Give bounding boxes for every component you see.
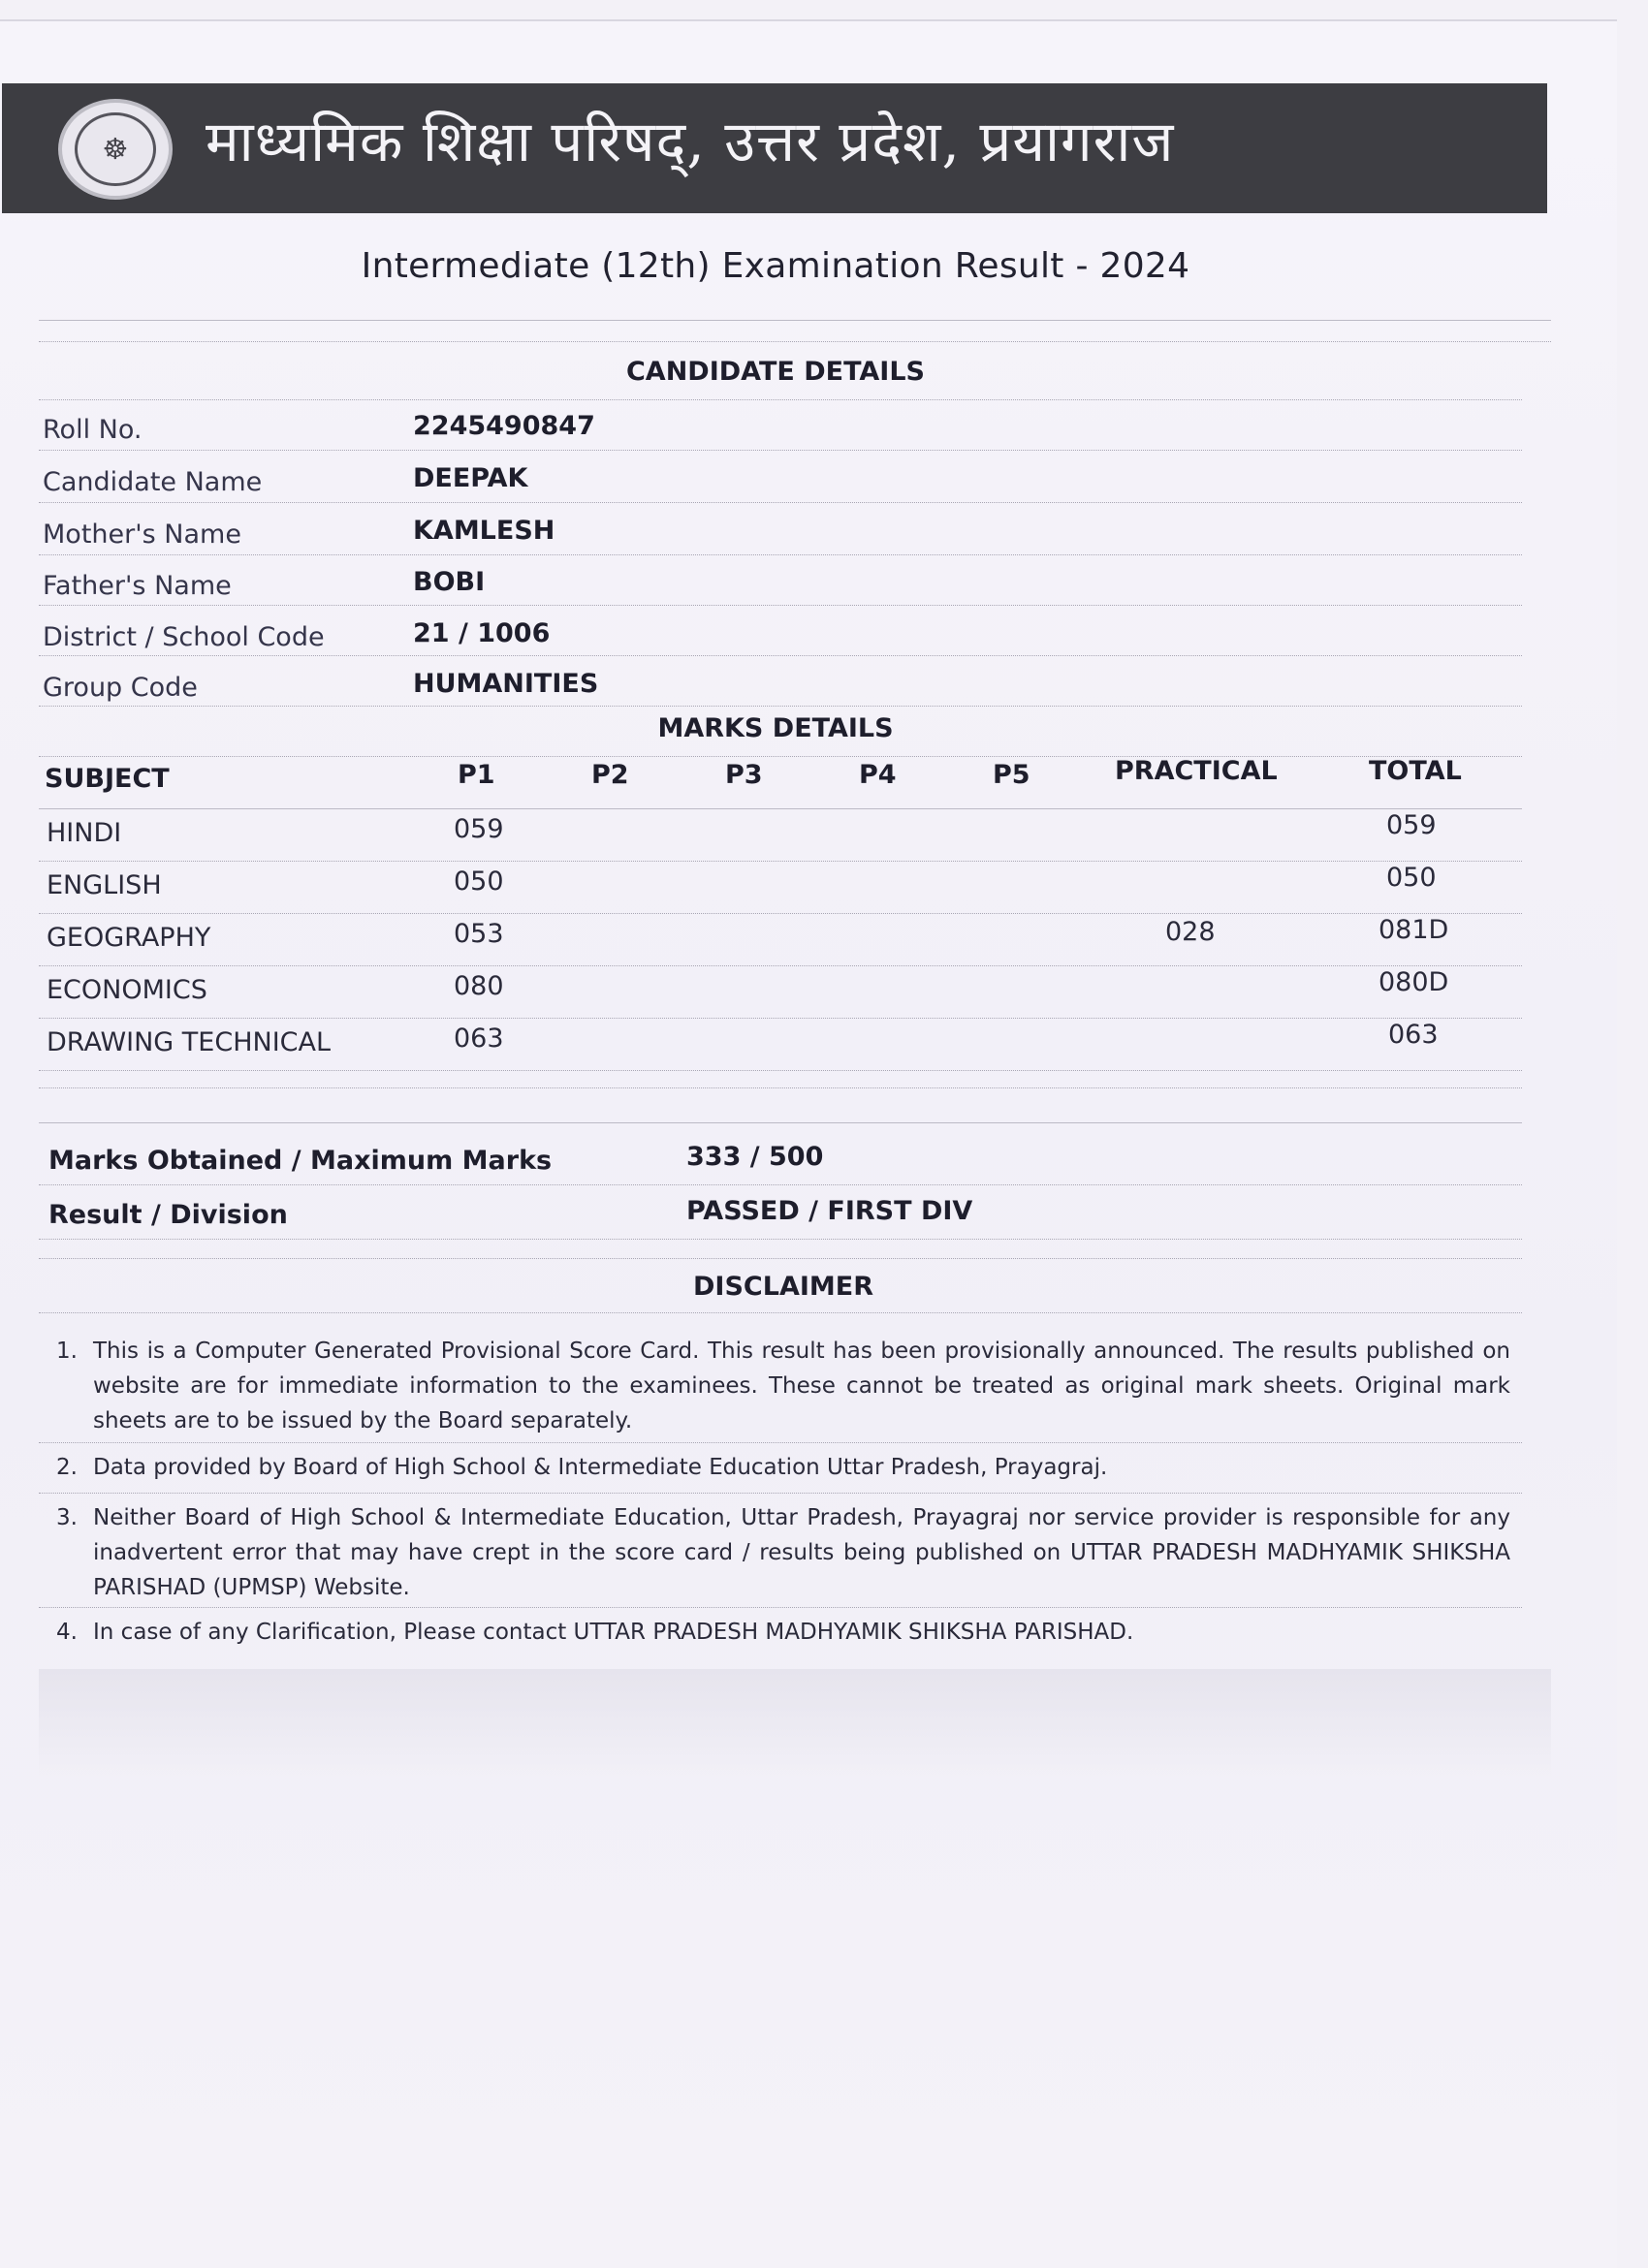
roll-number-value: 2245490847 <box>413 411 595 441</box>
col-p3: P3 <box>725 760 763 790</box>
group-code-label: Group Code <box>43 673 198 703</box>
p1-cell: 063 <box>454 1024 504 1054</box>
col-practical: PRACTICAL <box>1115 756 1278 786</box>
roll-number-label: Roll No. <box>43 415 143 445</box>
col-total: TOTAL <box>1369 756 1462 786</box>
divider <box>39 341 1551 342</box>
divider <box>39 1442 1522 1443</box>
score-card-sheet <box>0 19 1617 2268</box>
candidate-name-label: Candidate Name <box>43 467 263 497</box>
disclaimer-title: DISCLAIMER <box>693 1272 873 1302</box>
divider <box>39 1258 1522 1259</box>
p1-cell: 059 <box>454 814 504 844</box>
disclaimer-number: 3. <box>56 1505 78 1530</box>
col-p1: P1 <box>458 760 495 790</box>
father-name-label: Father's Name <box>43 571 232 601</box>
p1-cell: 050 <box>454 866 504 897</box>
page-fold-shadow <box>39 1669 1551 1776</box>
seal-emblem-icon: ☸ <box>75 112 156 186</box>
divider <box>39 965 1522 966</box>
divider <box>39 1184 1522 1185</box>
disclaimer-number: 4. <box>56 1620 78 1645</box>
roll-number-row <box>37 405 1520 456</box>
board-title: माध्यमिक शिक्षा परिषद्, उत्तर प्रदेश, प्रयागराज <box>206 109 1175 174</box>
divider <box>39 1239 1522 1240</box>
divider <box>39 913 1522 914</box>
marks-obtained-label: Marks Obtained / Maximum Marks <box>48 1146 553 1176</box>
disclaimer-number: 1. <box>56 1339 78 1364</box>
divider <box>39 1087 1522 1088</box>
subject-cell: GEOGRAPHY <box>47 923 211 953</box>
col-p2: P2 <box>591 760 629 790</box>
divider <box>39 1122 1522 1123</box>
disclaimer-item <box>56 1334 1510 1438</box>
disclaimer-item <box>56 1615 1510 1650</box>
disclaimer-text: Data provided by Board of High School & Intermediate Education Uttar Pradesh, Prayagraj. <box>93 1455 1108 1480</box>
candidate-name-value: DEEPAK <box>413 463 528 493</box>
divider <box>39 1018 1522 1019</box>
marks-obtained-value: 333 / 500 <box>686 1142 824 1172</box>
divider <box>39 320 1551 321</box>
disclaimer-item <box>56 1450 1510 1485</box>
result-division-label: Result / Division <box>48 1200 288 1230</box>
mother-name-row <box>37 510 1520 560</box>
total-cell: 080D <box>1379 967 1449 997</box>
subject-cell: ENGLISH <box>47 870 162 900</box>
divider <box>39 808 1522 809</box>
disclaimer-item <box>56 1500 1510 1605</box>
col-p5: P5 <box>993 760 1030 790</box>
mother-name-value: KAMLESH <box>413 516 555 546</box>
group-code-value: HUMANITIES <box>413 669 599 699</box>
divider <box>39 450 1522 451</box>
total-cell: 050 <box>1386 863 1437 893</box>
divider <box>39 1070 1522 1071</box>
exam-title: Intermediate (12th) Examination Result - 2024 <box>361 246 1190 286</box>
total-cell: 081D <box>1379 915 1449 945</box>
divider <box>39 1607 1522 1608</box>
divider <box>39 861 1522 862</box>
practical-cell: 028 <box>1165 917 1216 947</box>
mother-name-label: Mother's Name <box>43 520 241 550</box>
board-seal-logo <box>58 99 173 200</box>
divider <box>39 1493 1522 1494</box>
result-division-value: PASSED / FIRST DIV <box>686 1196 973 1226</box>
divider <box>39 605 1522 606</box>
divider <box>39 502 1522 503</box>
divider <box>39 1312 1522 1313</box>
disclaimer-number: 2. <box>56 1455 78 1480</box>
total-cell: 059 <box>1386 810 1437 840</box>
p1-cell: 053 <box>454 919 504 949</box>
disclaimer-text: This is a Computer Generated Provisional Score Card. This result has been provisionally announced. The results published on website are for immediate information to the examinees. These cannot be treated as original mark sheets. Original mark sheets are to be issued by the Board separately. <box>93 1339 1510 1433</box>
district-school-value: 21 / 1006 <box>413 618 551 648</box>
candidate-name-row <box>37 457 1520 508</box>
col-p4: P4 <box>859 760 897 790</box>
divider <box>39 756 1522 757</box>
subject-cell: DRAWING TECHNICAL <box>47 1027 332 1057</box>
divider <box>39 655 1522 656</box>
marks-section-title: MARKS DETAILS <box>657 713 894 743</box>
subject-cell: HINDI <box>47 818 122 848</box>
father-name-value: BOBI <box>413 567 486 597</box>
divider <box>39 706 1522 707</box>
total-cell: 063 <box>1388 1020 1439 1050</box>
p1-cell: 080 <box>454 971 504 1001</box>
district-school-label: District / School Code <box>43 622 325 652</box>
header-band <box>2 83 1547 213</box>
col-subject: SUBJECT <box>45 764 170 794</box>
disclaimer-text: Neither Board of High School & Intermediate Education, Uttar Pradesh, Prayagraj nor service provider is responsible for any inadvertent error that may have crept in the score card / results being published on UTTAR PRADESH MADHYAMIK SHIKSHA PARISHAD (UPMSP) Website. <box>93 1505 1510 1600</box>
subject-cell: ECONOMICS <box>47 975 207 1005</box>
disclaimer-text: In case of any Clarification, Please contact UTTAR PRADESH MADHYAMIK SHIKSHA PARISHAD. <box>93 1620 1134 1645</box>
candidate-section-title: CANDIDATE DETAILS <box>625 357 925 387</box>
divider <box>39 399 1522 400</box>
divider <box>39 554 1522 555</box>
